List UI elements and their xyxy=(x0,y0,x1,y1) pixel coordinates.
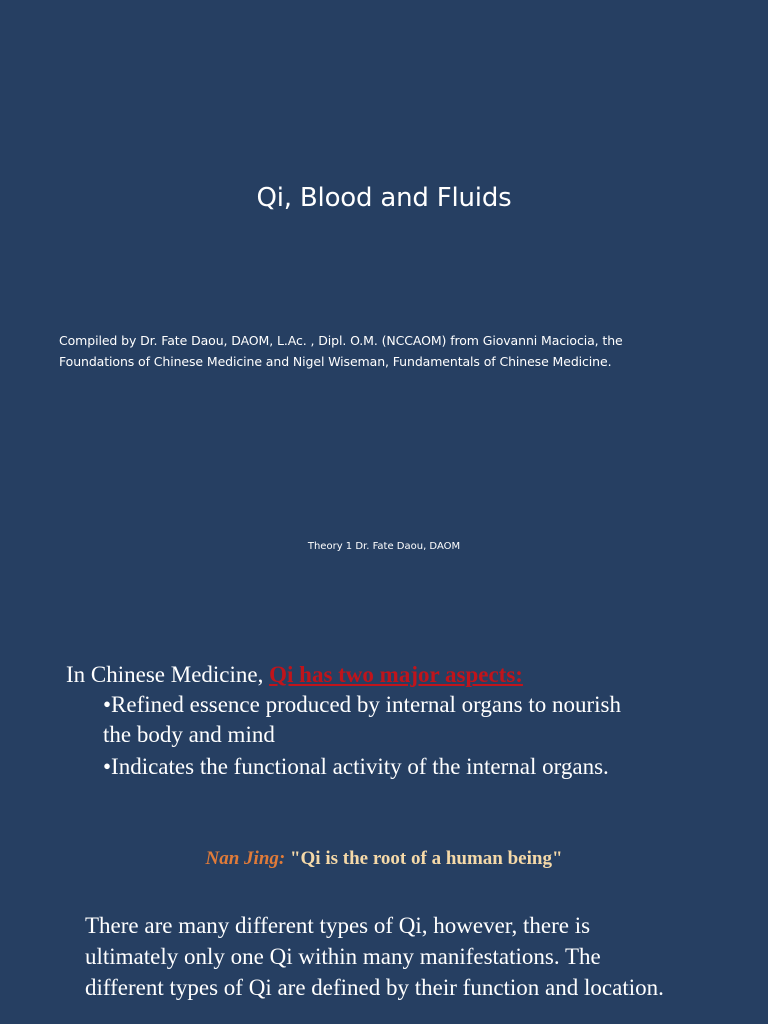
bullet-list xyxy=(103,690,643,784)
slide-title-heading: Qi, Blood and Fluids xyxy=(256,183,512,213)
intro-prefix: In Chinese Medicine, xyxy=(66,662,270,687)
slide-content xyxy=(0,620,768,1024)
quote-source: Nan Jing: xyxy=(205,848,290,869)
bullet-item: •Refined essence produced by internal organs to nourish the body and mind xyxy=(103,692,621,747)
subtitle-line-2: Foundations of Chinese Medicine and Nigel Wiseman, Fundamentals of Chinese Medicine. xyxy=(59,354,612,369)
subtitle-line-1: Compiled by Dr. Fate Daou, DAOM, L.Ac. , Dipl. O.M. (NCCAOM) from Giovanni Maciocia, the xyxy=(59,333,623,348)
quote-text: "Qi is the root of a human being" xyxy=(289,848,563,869)
slide-footer: Theory 1 Dr. Fate Daou, DAOM xyxy=(307,541,461,552)
body-paragraph: There are many different types of Qi, however, there is ultimately only one Qi within many manifestations. The different types of Qi are defined by their function and location. xyxy=(85,913,664,1000)
bullet-item: •Indicates the functional activity of the internal organs. xyxy=(103,754,609,779)
quote xyxy=(0,848,768,870)
intro-highlight: Qi has two major aspects: xyxy=(269,662,523,687)
intro-line xyxy=(66,660,523,690)
slide-subtitle xyxy=(59,330,739,372)
